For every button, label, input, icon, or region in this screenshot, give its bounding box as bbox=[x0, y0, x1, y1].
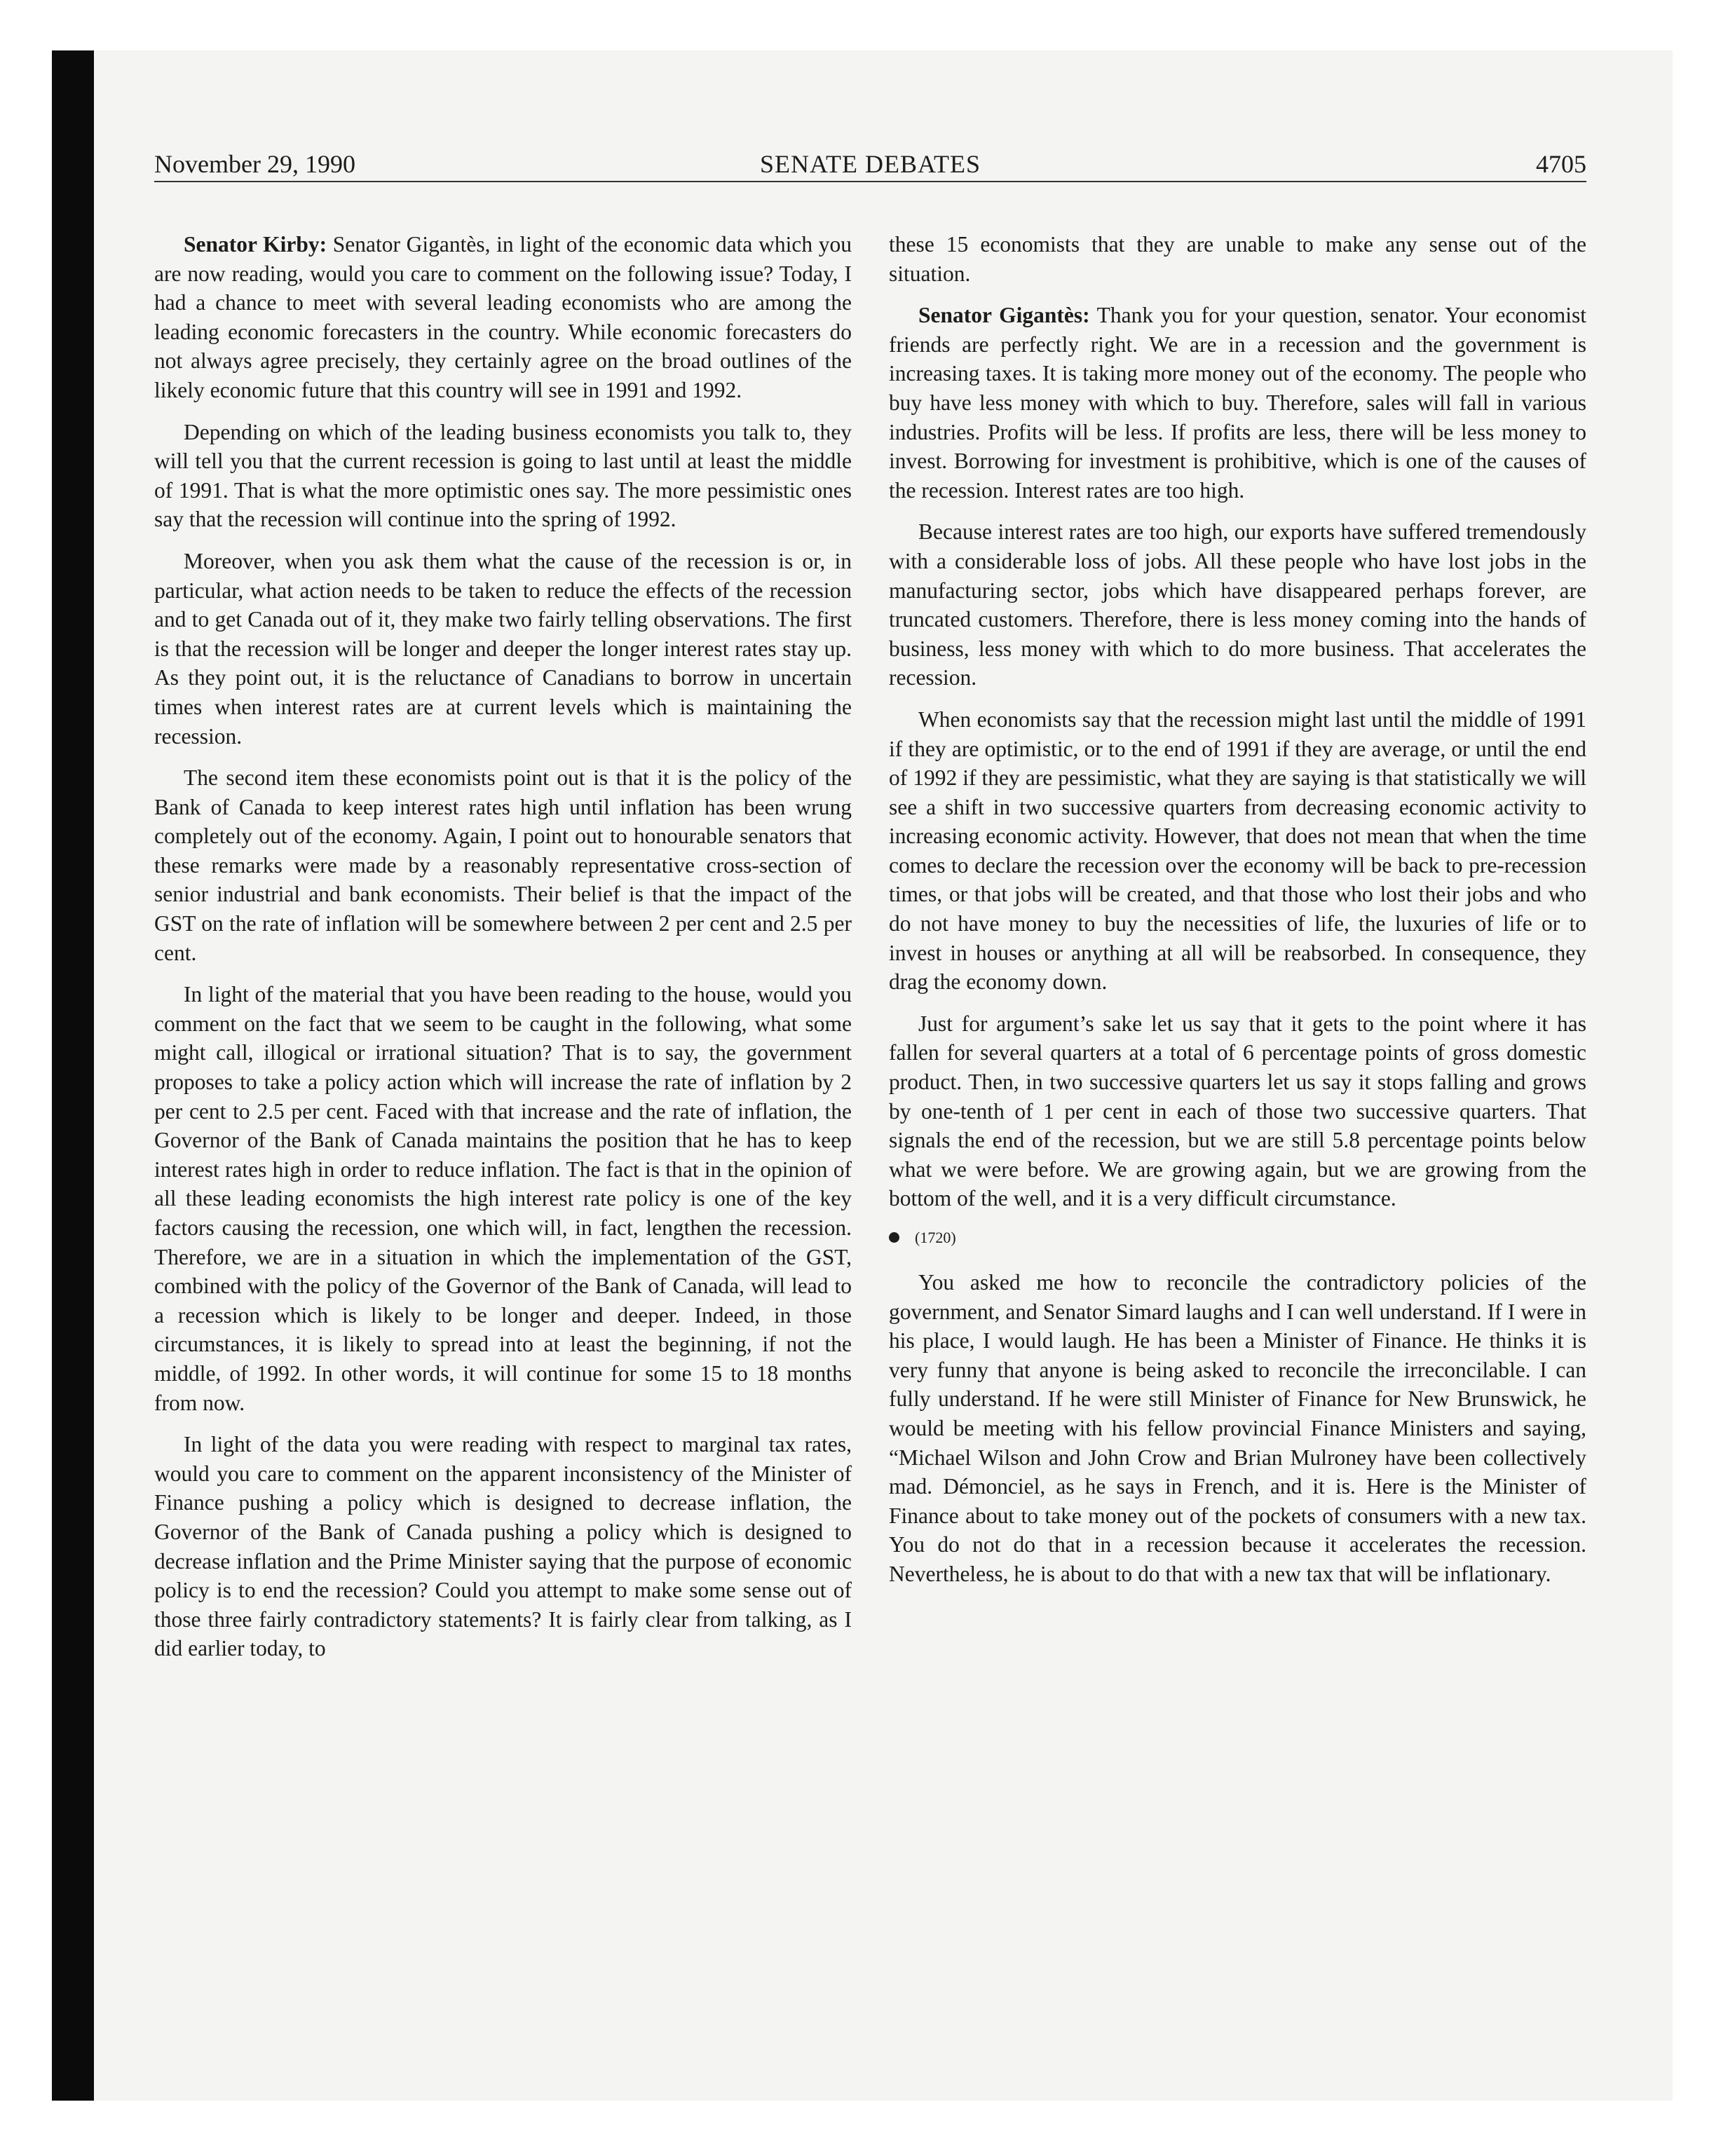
header-rule bbox=[154, 181, 1586, 182]
paragraph: The second item these economists point out is that it is the policy of the Bank of Canada to keep interest rates high until inflation has been wrung completely out of the economy. Again, I point out to honourable senators that these remarks were made by a reasonably representative cross-section of senior industrial and bank economists. Their belief is that the impact of the GST on the rate of inflation will be somewhere between 2 per cent and 2.5 per cent. bbox=[154, 765, 852, 965]
paragraph: Because interest rates are too high, our exports have suffered tremendously with a considerable loss of jobs. All these people who have lost jobs in the manufacturing sector, jobs which have disappeared perhaps forever, are truncated customers. Therefore, there is less money coming into the hands of business, less money with which to do more business. That accelerates the recession. bbox=[889, 519, 1586, 690]
scan-edge-shadow bbox=[52, 50, 94, 2101]
paragraph: Moreover, when you ask them what the cause of the recession is or, in particular, what action needs to be taken to reduce the effects of the recession and to get Canada out of it, they make two fairly telling observations. The first is that the recession will be longer and deeper the longer interest rates stay up. As they point out, it is the reluctance of Canadians to borrow in uncertain times when interest rates are at current levels which is maintaining the recession. bbox=[154, 548, 852, 749]
left-column bbox=[154, 230, 852, 1676]
right-column bbox=[889, 230, 1586, 1601]
header-page-number: 4705 bbox=[1536, 150, 1586, 178]
paragraph: When economists say that the recession might last until the middle of 1991 if they are optimistic, or to the end of 1991 if they are average, or until the end of 1992 if they are pessimistic, what they are saying is that statistically we will see a shift in two successive quarters from decreasing economic activity to increasing economic activity. However, that does not mean that when the time comes to declare the recession over the economy will be back to pre-recession times, or that jobs will be created, and that those who lost their jobs and who do not have money to buy the necessities of life, the luxuries of life or to invest in houses or anything at all will be reabsorbed. In consequence, they drag the economy down. bbox=[889, 707, 1586, 995]
time-marker bbox=[889, 1226, 1586, 1248]
speaker-name: Senator Kirby: bbox=[184, 232, 327, 257]
bullet-dot-icon bbox=[889, 1232, 899, 1243]
paragraph: Just for argument’s sake let us say that it gets to the point where it has fallen for several quarters at a total of 6 percentage points of gross domestic product. Then, in two successive quarters let us say it stops falling and grows by one-tenth of 1 per cent in each of those two successive quarters. That signals the end of the recession, but we are still 5.8 percentage points below what we were before. We are growing again, but we are growing from the bottom of the well, and it is a very difficult circumstance. bbox=[889, 1011, 1586, 1211]
speech-text: Senator Gigantès, in light of the economic data which you are now reading, would you care to comment on the following issue? Today, I had a chance to meet with several leading economists who are among the leading economic forecasters in the country. While economic forecasters do not always agree precisely, they certainly agree on the broad outlines of the likely economic future that this country will see in 1991 and 1992. bbox=[154, 232, 852, 402]
header-date: November 29, 1990 bbox=[154, 150, 355, 178]
header-publication: SENATE DEBATES bbox=[759, 150, 981, 178]
paragraph bbox=[889, 301, 1586, 505]
paragraph: Depending on which of the leading business economists you talk to, they will tell you that the current recession is going to last until at least the middle of 1991. That is what the more optimistic ones say. The more pessimistic ones say that the recession will continue into the spring of 1992. bbox=[154, 419, 852, 532]
paragraph: In light of the material that you have been reading to the house, would you comment on the fact that we seem to be caught in the following, what some might call, illogical or irrational situation? That is to say, the government proposes to take a policy action which will increase the rate of inflation by 2 per cent to 2.5 per cent. Faced with that increase and the rate of inflation, the Governor of the Bank of Canada maintains the position that he has to keep interest rates high in order to reduce inflation. The fact is that in the opinion of all these leading economists the high interest rate policy is one of the key factors causing the recession, one which will, in fact, lengthen the recession. Therefore, we are in a situation in which the implementation of the GST, combined with the policy of the Governor of the Bank of Canada, will lead to a recession which is likely to be longer and deeper. Indeed, in those circumstances, it is likely to spread into at least the beginning, if not the middle, of 1992. In other words, it will continue for some 15 to 18 months from now. bbox=[154, 982, 852, 1415]
speech-text: Thank you for your question, senator. Your economist friends are perfectly right. We are in a recession and the government is increasing taxes. It is taking more money out of the economy. The people who buy have less money with which to buy. Therefore, sales will fall in various industries. Profits will be less. If profits are less, there will be less money to invest. Borrowing for investment is prohibitive, which is one of the causes of the recession. Interest rates are too high. bbox=[889, 303, 1586, 503]
paragraph bbox=[154, 230, 852, 405]
speaker-name: Senator Gigantès: bbox=[918, 303, 1090, 328]
paragraph: You asked me how to reconcile the contradictory policies of the government, and Senator Simard laughs and I can well understand. If I were in his place, I would laugh. He has been a Minister of Finance. He thinks it is very funny that anyone is being asked to reconcile the irreconcilable. I can fully understand. If he were still Minister of Finance for New Brunswick, he would be meeting with his fellow provincial Finance Ministers and saying, “Michael Wilson and John Crow and Brian Mulroney have been collectively mad. Démonciel, as he says in French, and it is. Here is the Minister of Finance about to take money out of the pockets of consumers with a new tax. You do not do that in a recession because it accelerates the recession. Nevertheless, he is about to do that with a new tax that will be inflationary. bbox=[889, 1269, 1586, 1586]
time-stamp: (1720) bbox=[915, 1228, 956, 1246]
paragraph: In light of the data you were reading with respect to marginal tax rates, would you care to comment on the apparent inconsistency of the Minister of Finance pushing a policy which is designed to decrease inflation, the Governor of the Bank of Canada pushing a policy which is designed to decrease inflation and the Prime Minister saying that the purpose of economic policy is to end the recession? Could you attempt to make some sense out of those three fairly contradictory statements? It is fairly clear from talking, as I did earlier today, to bbox=[154, 1432, 852, 1661]
paragraph-continued: these 15 economists that they are unable to make any sense out of the situation. bbox=[889, 232, 1586, 286]
running-header bbox=[154, 144, 1586, 184]
